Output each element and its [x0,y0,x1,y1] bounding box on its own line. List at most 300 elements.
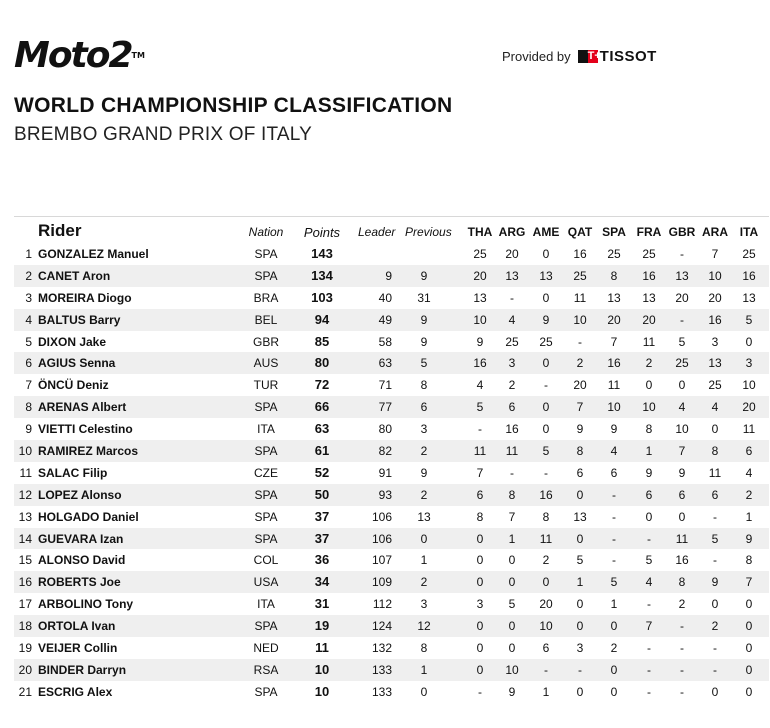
race-points-cell: 8 [645,422,653,437]
race-points-cell: 7 [711,247,719,261]
race-points-cell: 8 [610,268,618,283]
nation-cell: CZE [254,465,278,480]
table-row [14,440,769,462]
race-points-cell: 2 [645,356,653,371]
race-points-cell: 0 [476,553,484,568]
sponsor-name: TISSOT [599,48,657,65]
nation-cell: AUS [253,356,279,371]
header-rider: Rider [38,221,82,240]
race-points-cell: 10 [642,400,656,415]
race-points-cell: 0 [476,575,484,590]
race-points-cell: 0 [711,684,719,699]
race-points-cell: 2 [542,553,550,568]
race-points-cell: 6 [542,641,550,656]
rider-name-cell: ALONSO David [38,553,126,568]
race-points-cell: 25 [742,247,756,261]
previous-gap-cell: 2 [420,575,428,590]
tissot-cross-icon: T+ [578,50,598,63]
points-cell: 85 [314,333,330,349]
previous-gap-cell: 9 [420,465,428,480]
race-points-cell: 6 [645,487,653,502]
race-points-cell: 10 [607,400,621,415]
race-points-cell: - [647,597,651,612]
rider-name-cell: VEIJER Collin [38,641,118,656]
race-points-cell: 11 [742,422,756,437]
table-row [14,287,769,309]
table-row [14,265,769,287]
race-points-cell: 11 [505,444,519,459]
race-points-cell: 6 [508,400,516,415]
race-points-cell: 0 [576,487,584,502]
table-row [14,506,769,528]
table-row [14,462,769,484]
nation-cell: COL [253,553,279,568]
table-body [14,243,769,703]
leader-gap-cell: 132 [371,641,392,656]
race-points-cell: 10 [742,378,756,393]
race-points-cell: 11 [539,531,553,546]
race-points-cell: 8 [576,444,584,459]
header-points: Points [303,225,341,240]
points-cell: 72 [314,377,330,393]
race-points-cell: 4 [745,465,753,480]
rider-name-cell: ARBOLINO Tony [38,597,134,612]
header-race-gbr: GBR [668,225,696,239]
leader-gap-cell: 124 [371,619,392,634]
race-points-cell: 10 [708,268,722,283]
header-race-fra: FRA [636,225,662,239]
race-points-cell: - [713,641,717,656]
race-points-cell: 1 [576,575,584,590]
leader-gap-cell: 58 [378,334,392,349]
race-points-cell: 25 [539,334,553,349]
race-points-cell: 20 [539,597,553,612]
rider-name-cell: ROBERTS Joe [38,575,121,590]
race-points-cell: 0 [576,597,584,612]
position-cell: 8 [25,400,32,415]
race-points-cell: 20 [473,268,487,283]
position-cell: 14 [18,531,32,546]
race-points-cell: 0 [678,509,686,524]
race-points-cell: 5 [711,531,719,546]
race-points-cell: 6 [745,444,753,459]
table-row [14,615,769,637]
race-points-cell: 16 [742,268,756,283]
race-points-cell: 8 [542,509,550,524]
race-points-cell: 2 [745,487,753,502]
race-points-cell: - [680,641,684,656]
race-points-cell: - [478,422,482,437]
points-cell: 34 [314,574,330,590]
table-row [14,352,769,374]
race-points-cell: 0 [745,619,753,634]
header-previous: Previous [405,225,452,239]
nation-cell: SPA [254,509,278,524]
race-points-cell: 0 [476,662,484,677]
previous-gap-cell: 12 [417,619,431,634]
race-points-cell: - [647,684,651,699]
race-points-cell: 10 [573,312,587,327]
points-cell: 31 [314,596,330,612]
race-points-cell: 0 [508,641,516,656]
race-points-cell: 4 [508,312,516,327]
race-points-cell: - [612,531,616,546]
position-cell: 9 [25,422,32,437]
position-cell: 21 [18,684,32,699]
race-points-cell: 5 [645,553,653,568]
race-points-cell: 25 [505,334,519,349]
nation-cell: ITA [257,597,275,612]
position-cell: 2 [25,268,32,283]
table-row [14,309,769,331]
race-points-cell: 7 [678,444,686,459]
rider-name-cell: CANET Aron [38,268,111,283]
race-points-cell: 1 [745,509,753,524]
table-row [14,396,769,418]
header-race-ara: ARA [702,225,728,239]
previous-gap-cell: 31 [417,290,431,305]
race-points-cell: 11 [573,290,587,305]
race-points-cell: 0 [576,531,584,546]
points-cell: 10 [314,661,330,677]
race-points-cell: 11 [708,465,722,480]
nation-cell: RSA [253,662,279,677]
position-cell: 4 [25,312,32,327]
points-cell: 19 [314,618,330,634]
race-points-cell: 0 [745,334,753,349]
race-points-cell: - [647,531,651,546]
race-points-cell: 10 [539,619,553,634]
table-row [14,418,769,440]
race-points-cell: 0 [542,247,550,261]
rider-name-cell: SALAC Filip [38,465,108,480]
race-points-cell: - [612,487,616,502]
rider-name-cell: DIXON Jake [38,334,107,349]
leader-gap-cell: 106 [371,509,392,524]
previous-gap-cell: 8 [420,378,428,393]
race-points-cell: 0 [745,597,753,612]
nation-cell: SPA [254,619,278,634]
race-points-cell: 9 [645,465,653,480]
leader-gap-cell: 133 [371,662,392,677]
race-points-cell: 25 [607,247,621,261]
race-points-cell: - [544,662,548,677]
race-points-cell: 0 [476,619,484,634]
previous-gap-cell: 8 [420,641,428,656]
rider-name-cell: VIETTI Celestino [38,422,133,437]
race-points-cell: 4 [610,444,618,459]
rider-name-cell: GUEVARA Izan [38,531,124,546]
rider-name-cell: HOLGADO Daniel [38,509,139,524]
leader-gap-cell: 93 [378,487,392,502]
race-points-cell: 20 [642,312,656,327]
nation-cell: NED [253,641,279,656]
race-points-cell: - [680,312,684,327]
header-leader: Leader [358,225,396,239]
previous-gap-cell: 0 [420,531,428,546]
header-race-ame: AME [532,225,560,239]
race-points-cell: 0 [508,619,516,634]
race-points-cell: 0 [542,575,550,590]
rider-name-cell: BINDER Darryn [38,662,127,677]
previous-gap-cell: 2 [420,487,428,502]
race-points-cell: 0 [542,290,550,305]
leader-gap-cell: 80 [378,422,392,437]
leader-gap-cell: 40 [378,290,392,305]
race-points-cell: 1 [508,531,516,546]
race-points-cell: 10 [473,312,487,327]
race-points-cell: 8 [476,509,484,524]
race-points-cell: - [510,290,514,305]
nation-cell: SPA [254,444,278,459]
race-points-cell: 5 [610,575,618,590]
race-points-cell: - [544,378,548,393]
rider-name-cell: AGIUS Senna [38,356,116,371]
race-points-cell: - [680,619,684,634]
race-points-cell: 2 [508,378,516,393]
race-points-cell: - [680,684,684,699]
previous-gap-cell: 13 [417,509,431,524]
race-points-cell: 0 [476,641,484,656]
table-row [14,549,769,571]
points-cell: 37 [314,508,330,524]
race-points-cell: 6 [476,487,484,502]
previous-gap-cell: 6 [420,400,428,415]
previous-gap-cell: 1 [420,662,428,677]
points-cell: 10 [314,683,330,699]
race-points-cell: 25 [642,247,656,261]
table-row [14,374,769,396]
race-points-cell: 6 [711,487,719,502]
race-points-cell: 3 [508,356,516,371]
race-points-cell: 0 [542,422,550,437]
previous-gap-cell: 9 [420,268,428,283]
race-points-cell: 0 [745,684,753,699]
race-points-cell: - [578,662,582,677]
rider-name-cell: GONZALEZ Manuel [38,247,149,261]
moto2-logo: Moto2TM [14,35,145,76]
points-cell: 36 [314,552,330,568]
race-points-cell: 0 [508,553,516,568]
leader-gap-cell: 91 [378,465,392,480]
race-points-cell: 20 [607,312,621,327]
sponsor-credit [502,48,657,65]
race-points-cell: 0 [645,378,653,393]
race-points-cell: 4 [645,575,653,590]
race-points-cell: 8 [711,444,719,459]
previous-gap-cell: 1 [420,553,428,568]
race-points-cell: 7 [645,619,653,634]
leader-gap-cell: 106 [371,531,392,546]
race-points-cell: 5 [542,444,550,459]
leader-gap-cell: 9 [385,268,392,283]
race-points-cell: 16 [505,422,519,437]
previous-gap-cell: 3 [420,422,428,437]
race-points-cell: - [478,684,482,699]
page-subtitle: BREMBO GRAND PRIX OF ITALY [14,124,312,145]
race-points-cell: 16 [708,312,722,327]
race-points-cell: 0 [610,619,618,634]
nation-cell: TUR [253,378,279,393]
race-points-cell: 16 [539,487,553,502]
race-points-cell: 0 [542,356,550,371]
points-cell: 94 [314,311,330,327]
race-points-cell: - [647,662,651,677]
points-cell: 143 [311,246,333,261]
position-cell: 15 [18,553,32,568]
race-points-cell: 16 [642,268,656,283]
race-points-cell: 7 [476,465,484,480]
table-row [14,243,769,265]
position-cell: 19 [18,641,32,656]
header-race-tha: THA [467,225,493,239]
position-cell: 11 [19,465,32,480]
race-points-cell: 0 [576,684,584,699]
race-points-cell: 2 [711,619,719,634]
table-row [14,659,769,681]
leader-gap-cell: 109 [371,575,392,590]
points-cell: 66 [314,399,330,415]
race-points-cell: 7 [576,400,584,415]
race-points-cell: 9 [711,575,719,590]
leader-gap-cell: 77 [378,400,392,415]
rider-name-cell: LOPEZ Alonso [38,487,122,502]
points-cell: 63 [314,421,330,437]
provided-by-label: Provided by [502,49,571,64]
race-points-cell: 0 [476,531,484,546]
race-points-cell: 20 [675,290,689,305]
points-cell: 103 [311,289,333,305]
table-row [14,571,769,593]
race-points-cell: 4 [476,378,484,393]
race-points-cell: - [578,334,582,349]
race-points-cell: 9 [508,684,516,699]
race-points-cell: - [510,465,514,480]
race-points-cell: - [680,662,684,677]
position-cell: 12 [18,487,32,502]
race-points-cell: 25 [675,356,689,371]
race-points-cell: 11 [473,444,487,459]
race-points-cell: 3 [576,641,584,656]
race-points-cell: 8 [745,553,753,568]
race-points-cell: 0 [645,509,653,524]
race-points-cell: - [713,662,717,677]
race-points-cell: 11 [607,378,621,393]
classification-table [14,216,769,703]
race-points-cell: 20 [505,247,519,261]
race-points-cell: 4 [711,400,719,415]
race-points-cell: 5 [745,312,753,327]
race-points-cell: 10 [675,422,689,437]
rider-name-cell: BALTUS Barry [38,312,121,327]
position-cell: 16 [18,575,32,590]
previous-gap-cell: 0 [420,684,428,699]
header-race-spa: SPA [602,225,626,239]
race-points-cell: 25 [473,247,487,261]
table-row [14,593,769,615]
race-points-cell: 9 [678,465,686,480]
table-row [14,528,769,550]
table-row [14,637,769,659]
leader-gap-cell: 133 [371,684,392,699]
race-points-cell: - [544,465,548,480]
rider-name-cell: ESCRIG Alex [38,684,113,699]
table-row [14,331,769,353]
race-points-cell: - [713,509,717,524]
rider-name-cell: ÖNCÜ Deniz [38,378,109,393]
race-points-cell: 5 [476,400,484,415]
race-points-cell: 1 [645,444,653,459]
race-points-cell: - [647,641,651,656]
points-cell: 11 [315,640,329,656]
rider-name-cell: ARENAS Albert [38,400,127,415]
header-race-qat: QAT [567,225,593,239]
race-points-cell: 16 [573,247,587,261]
position-cell: 7 [25,378,32,393]
race-points-cell: 5 [576,553,584,568]
leader-gap-cell: 112 [372,597,392,612]
race-points-cell: 9 [610,422,618,437]
page-title: WORLD CHAMPIONSHIP CLASSIFICATION [14,94,453,117]
race-points-cell: 11 [675,531,689,546]
race-points-cell: 0 [610,684,618,699]
race-points-cell: 3 [711,334,719,349]
race-points-cell: 9 [576,422,584,437]
race-points-cell: 0 [508,575,516,590]
race-points-cell: 9 [476,334,484,349]
race-points-cell: 4 [678,400,686,415]
nation-cell: ITA [257,422,275,437]
leader-gap-cell: 49 [378,312,392,327]
race-points-cell: 2 [576,356,584,371]
race-points-cell: - [612,509,616,524]
race-points-cell: 13 [539,268,553,283]
race-points-cell: 7 [610,334,618,349]
race-points-cell: 25 [573,268,587,283]
table-header [14,216,769,243]
logo-text: Moto2 [14,35,132,76]
race-points-cell: 13 [675,268,689,283]
race-points-cell: 8 [508,487,516,502]
nation-cell: BEL [254,312,278,327]
race-points-cell: 9 [542,312,550,327]
nation-cell: SPA [254,684,278,699]
race-points-cell: 25 [708,378,722,393]
position-cell: 1 [25,247,32,261]
leader-gap-cell: 63 [378,356,392,371]
nation-cell: USA [253,575,279,590]
position-cell: 13 [18,509,32,524]
rider-name-cell: ORTOLA Ivan [38,619,116,634]
race-points-cell: - [612,553,616,568]
race-points-cell: 8 [678,575,686,590]
nation-cell: SPA [254,268,278,283]
previous-gap-cell: 2 [420,444,428,459]
race-points-cell: 0 [745,641,753,656]
points-cell: 52 [314,464,330,480]
previous-gap-cell: 9 [420,312,428,327]
race-points-cell: 0 [678,378,686,393]
points-cell: 37 [314,530,330,546]
race-points-cell: 13 [742,290,756,305]
leader-gap-cell: 71 [378,378,392,393]
points-cell: 80 [314,355,330,371]
race-points-cell: 0 [745,662,753,677]
nation-cell: SPA [254,531,278,546]
race-points-cell: 13 [505,268,519,283]
race-points-cell: 13 [607,290,621,305]
race-points-cell: - [680,247,684,261]
